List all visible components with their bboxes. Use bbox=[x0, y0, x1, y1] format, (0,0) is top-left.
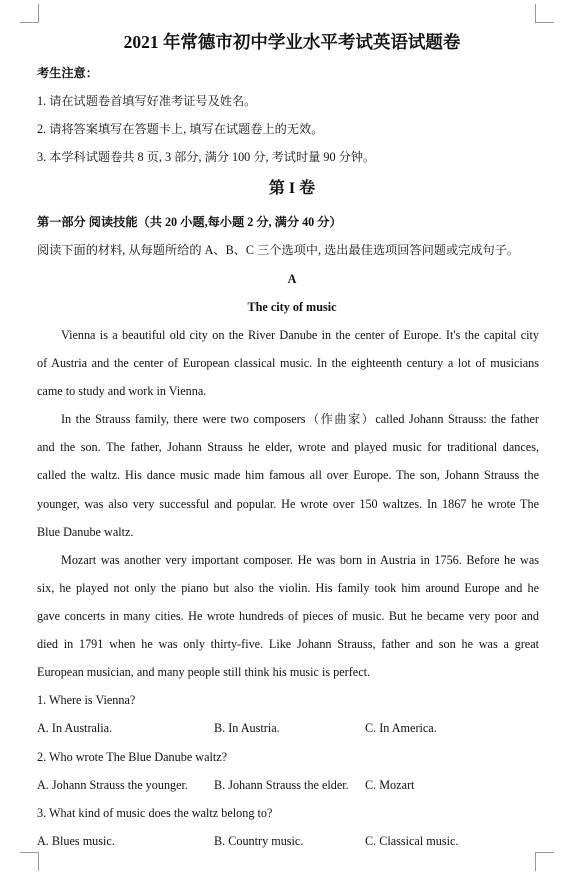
question-stem: 1. Where is Vienna? bbox=[37, 693, 136, 707]
option-a: A. Johann Strauss the younger. bbox=[37, 778, 188, 792]
part-heading: 第一部分 阅读技能（共 20 小题,每小题 2 分, 满分 40 分） bbox=[37, 215, 342, 229]
passage-line: gave concerts in many cities. He wrote hundreds of pieces of music. But he became very poor and bbox=[37, 609, 539, 623]
passage-line: and the son. The father, Johann Strauss he elder, wrote and played music for traditional dances, bbox=[37, 440, 539, 454]
part-instruction: 阅读下面的材料, 从每题所给的 A、B、C 三个选项中, 选出最佳选项回答问题或完成句子。 bbox=[37, 243, 520, 257]
passage-line: of Austria and the center of European classical music. In the eighteenth century a lot of musicians bbox=[37, 356, 539, 370]
crop-mark-top-left bbox=[20, 4, 39, 23]
option-a: A. In Australia. bbox=[37, 721, 113, 735]
passage-letter: A bbox=[287, 272, 297, 286]
passage-line: younger, was also very successful and popular. He wrote over 150 waltzes. In 1867 he wrote The bbox=[37, 497, 539, 511]
question-stem: 2. Who wrote The Blue Danube waltz? bbox=[37, 750, 228, 764]
option-c: C. Mozart bbox=[365, 778, 415, 792]
crop-mark-bottom-left bbox=[20, 852, 39, 871]
option-c: C. Classical music. bbox=[365, 834, 459, 848]
passage-line: Blue Danube waltz. bbox=[37, 525, 134, 539]
option-b: B. Johann Strauss the elder. bbox=[214, 778, 349, 792]
option-b: B. In Austria. bbox=[214, 721, 280, 735]
crop-mark-bottom-right bbox=[535, 852, 554, 871]
notice-item: 2. 请将答案填写在答题卡上, 填写在试题卷上的无效。 bbox=[37, 122, 324, 136]
option-a: A. Blues music. bbox=[37, 834, 115, 848]
option-b: B. Country music. bbox=[214, 834, 304, 848]
crop-mark-top-right bbox=[535, 4, 554, 23]
exam-title: 2021 年常德市初中学业水平考试英语试题卷 bbox=[123, 32, 461, 52]
notice-heading: 考生注意： bbox=[37, 66, 98, 80]
passage-line: died in 1791 when he was only thirty-five. Like Johann Strauss, father and son he was a great bbox=[37, 637, 539, 651]
notice-item: 3. 本学科试题卷共 8 页, 3 部分, 满分 100 分, 考试时量 90 分钟。 bbox=[37, 150, 376, 164]
volume-heading: 第 I 卷 bbox=[268, 180, 316, 197]
passage-line: European musician, and many people still think his music is perfect. bbox=[37, 665, 371, 679]
passage-line: six, he played not only the piano but also the violin. His family took him around Europe and he bbox=[37, 581, 539, 595]
passage-line: In the Strauss family, there were two composers（作曲家）called Johann Strauss: the father bbox=[61, 412, 539, 426]
option-c: C. In America. bbox=[365, 721, 437, 735]
passage-title: The city of music bbox=[247, 300, 337, 314]
question-stem: 3. What kind of music does the waltz belong to? bbox=[37, 806, 273, 820]
passage-line: Vienna is a beautiful old city on the River Danube in the center of Europe. It's the capital city bbox=[61, 328, 539, 342]
passage-line: Mozart was another very important composer. He was born in Austria in 1756. Before he was bbox=[61, 553, 539, 567]
notice-item: 1. 请在试题卷首填写好准考证号及姓名。 bbox=[37, 94, 257, 108]
passage-line: came to study and work in Vienna. bbox=[37, 384, 207, 398]
passage-line: called the waltz. His dance music made him famous all over Europe. The son, Johann Strauss the bbox=[37, 468, 539, 482]
